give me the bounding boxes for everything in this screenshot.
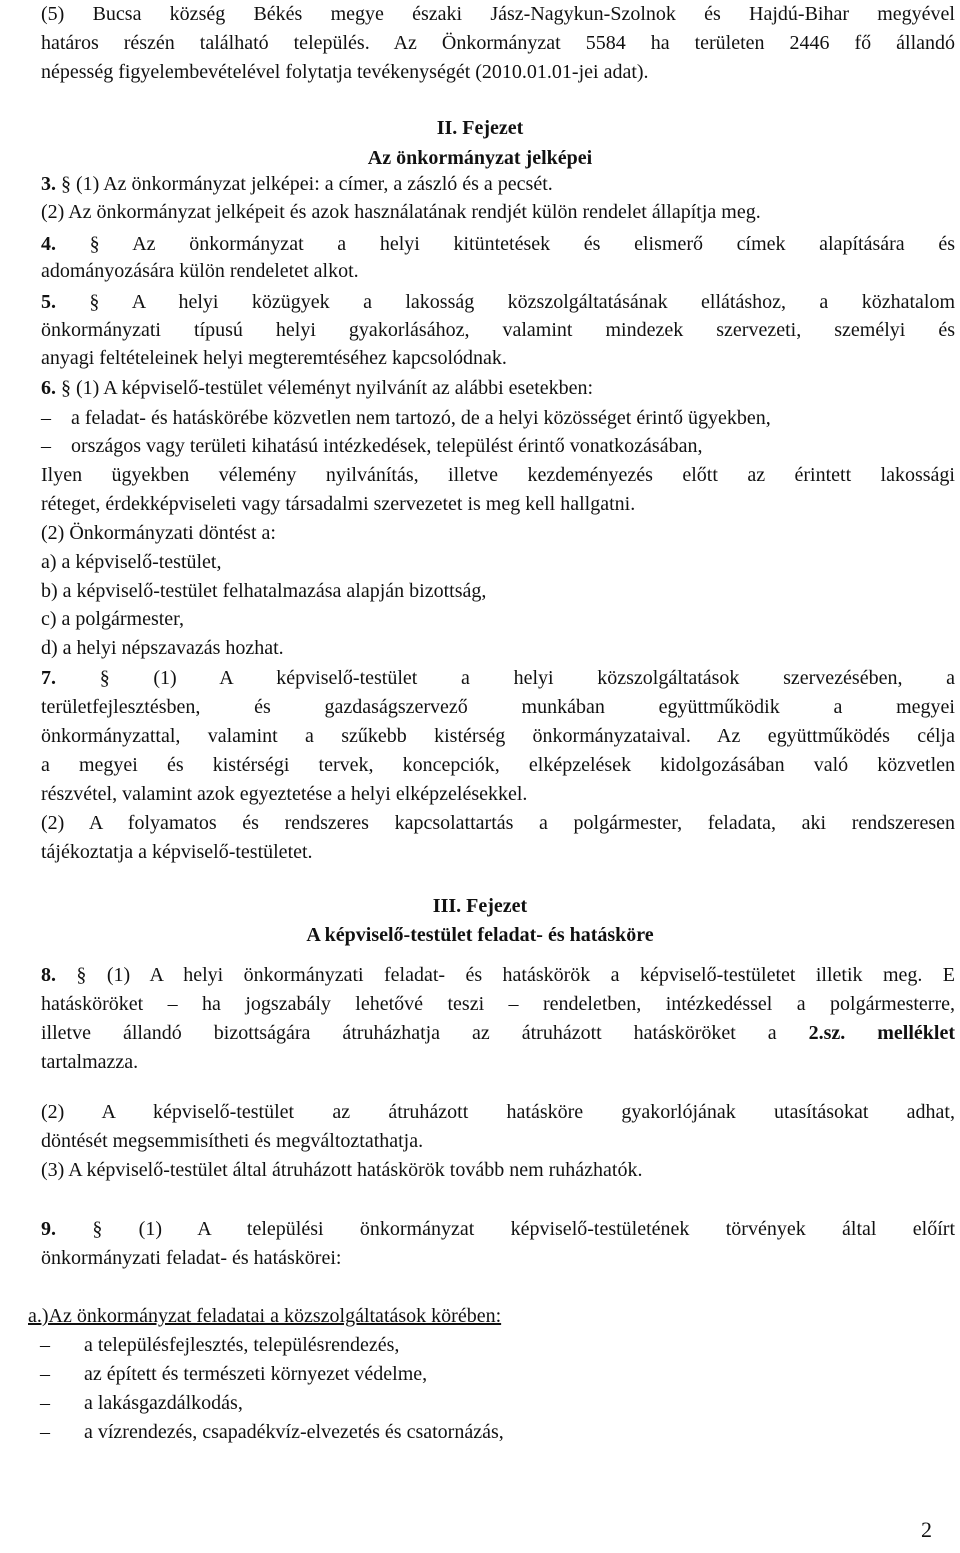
section-9: 9. § (1) A települési önkormányzat képviselő-testületének törvények által előírt (41, 1218, 956, 1240)
section-3: 3. § (1) Az önkormányzat jelképei: a címer, a zászló és a pecsét. (41, 173, 553, 195)
paragraph-line: adományozására külön rendeletet alkot. (41, 260, 359, 282)
paragraph-line: népesség figyelembevételével folytatja tevékenységét (2010.01.01-jei adat). (41, 61, 649, 83)
paragraph-line: illetve állandó bizottságára átruházhatja az átruházott hatásköröket a 2.sz. melléklet (41, 1022, 956, 1044)
paragraph-line: anyagi feltételeinek helyi megteremtéséhez kapcsolódnak. (41, 347, 507, 369)
paragraph-line: önkormányzattal, valamint a szűkebb kistérség önkormányzataival. Az együttműködés célja (41, 725, 955, 747)
paragraph-line: önkormányzati típusú helyi gyakorlásához, valamint mindezek szervezeti, személyi és (41, 319, 955, 341)
paragraph-line: (3) A képviselő-testület által átruházott hatáskörök tovább nem ruházhatók. (41, 1159, 643, 1181)
section-8: 8. § (1) A helyi önkormányzati feladat- és hatáskörök a képviselő-testületet illetik meg. E (41, 964, 956, 986)
paragraph-line: a megyei és kistérségi tervek, koncepciók, elképzelések kidolgozásában való közvetlen (41, 754, 955, 776)
dash-item: – az épített és természeti környezet védelme, (40, 1363, 428, 1385)
chapter-subtitle: Az önkormányzat jelképei (367, 147, 593, 169)
chapter-title: III. Fejezet (432, 895, 528, 917)
section-6: 6. § (1) A képviselő-testület véleményt nyilvánít az alábbi esetekben: (41, 377, 594, 399)
page-number: 2 (921, 1517, 932, 1542)
paragraph-line: tájékoztatja a képviselő-testületet. (41, 841, 313, 863)
paragraph-line: hatásköröket – ha jogszabály lehetővé teszi – rendeletben, intézkedéssel a polgármesterre, (41, 993, 955, 1015)
dash-item: – a lakásgazdálkodás, (40, 1392, 243, 1414)
section-4: 4. § Az önkormányzat a helyi kitüntetések és elismerő címek alapítására és (41, 233, 956, 255)
paragraph-line: (2) A képviselő-testület az átruházott hatásköre gyakorlójának utasításokat adhat, (41, 1101, 955, 1123)
paragraph-line: (2) Önkormányzati döntést a: (41, 522, 276, 544)
dash-item: – a vízrendezés, csapadékvíz-elvezetés és csatornázás, (40, 1421, 504, 1443)
list-heading: a.)Az önkormányzat feladatai a közszolgáltatások körében: (28, 1305, 502, 1327)
chapter-subtitle: A képviselő-testület feladat- és hatásköre (306, 924, 654, 946)
chapter-title: II. Fejezet (436, 117, 524, 139)
dash-item: – országos vagy területi kihatású intézkedések, települést érintő vonatkozásában, (41, 435, 703, 457)
paragraph-line: területfejlesztésben, és gazdaságszervező munkában együttműködik a megyei (41, 696, 955, 718)
paragraph-line: tartalmazza. (41, 1051, 139, 1073)
paragraph-line: (5) Bucsa község Békés megye északi Jász-Nagykun-Szolnok és Hajdú-Bihar megyével (41, 3, 955, 25)
paragraph-line: döntését megsemmisítheti és megváltoztathatja. (41, 1130, 424, 1152)
list-item: b) a képviselő-testület felhatalmazása alapján bizottság, (41, 580, 487, 602)
paragraph-line: réteget, érdekképviseleti vagy társadalmi szervezetet is meg kell hallgatni. (41, 493, 636, 515)
section-7: 7. § (1) A képviselő-testület a helyi közszolgáltatások szervezésében, a (41, 667, 956, 689)
paragraph-line: részvétel, valamint azok egyeztetése a helyi elképzelésekkel. (41, 783, 528, 805)
section-5: 5. § A helyi közügyek a lakosság közszolgáltatásának ellátáshoz, a közhatalom (41, 291, 955, 313)
paragraph-line: önkormányzati feladat- és hatáskörei: (41, 1247, 342, 1269)
dash-item: – a településfejlesztés, településrendezés, (40, 1334, 400, 1356)
paragraph-line: (2) A folyamatos és rendszeres kapcsolattartás a polgármester, feladata, aki rendszeresen (41, 812, 955, 834)
list-item: a) a képviselő-testület, (41, 551, 222, 573)
list-item: d) a helyi népszavazás hozhat. (41, 637, 284, 659)
paragraph-line: (2) Az önkormányzat jelképeit és azok használatának rendjét külön rendelet állapítja meg. (41, 201, 761, 223)
list-item: c) a polgármester, (41, 608, 185, 630)
dash-item: – a feladat- és hatáskörébe közvetlen nem tartozó, de a helyi közösséget érintő ügyekben, (41, 407, 771, 429)
paragraph-line: határos részén található település. Az Önkormányzat 5584 ha területen 2446 fő állandó (41, 32, 955, 54)
paragraph-line: Ilyen ügyekben vélemény nyilvánítás, illetve kezdeményezés előtt az érintett lakossági (41, 464, 955, 486)
